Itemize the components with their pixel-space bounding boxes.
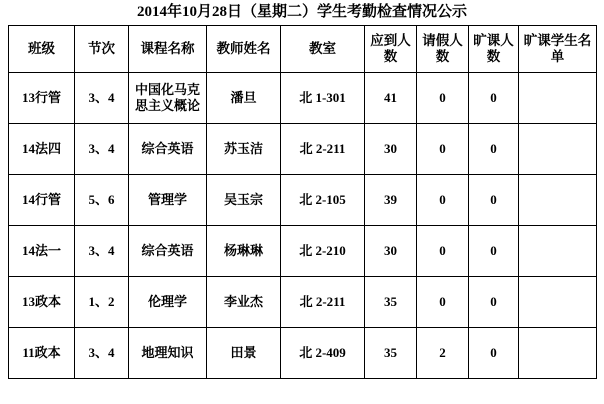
page-title: 2014年10月28日（星期二）学生考勤检查情况公示: [136, 4, 467, 20]
attendance-table: [8, 25, 597, 379]
cell-teacher: 杨琳琳: [207, 226, 281, 277]
cell-classroom: 北 2-210: [281, 226, 365, 277]
cell-period: 3、4: [75, 328, 129, 379]
cell-teacher: 李业杰: [207, 277, 281, 328]
table-header: [9, 26, 597, 73]
cell-period: 1、2: [75, 277, 129, 328]
cell-period: 3、4: [75, 124, 129, 175]
cell-expected-count: 35: [365, 277, 417, 328]
cell-leave-count: 2: [417, 328, 469, 379]
column-header-leave-count: 请假人数: [417, 26, 469, 73]
table-row: [9, 226, 597, 277]
column-header-absent-count: 旷课人数: [469, 26, 519, 73]
table-row: [9, 175, 597, 226]
column-header-classroom: 教室: [281, 26, 365, 73]
cell-classroom: 北 2-211: [281, 277, 365, 328]
cell-classroom: 北 2-211: [281, 124, 365, 175]
cell-leave-count: 0: [417, 226, 469, 277]
cell-absent-count: 0: [469, 226, 519, 277]
cell-expected-count: 39: [365, 175, 417, 226]
cell-leave-count: 0: [417, 175, 469, 226]
cell-class: 13行管: [9, 73, 75, 124]
table-body: [9, 73, 597, 379]
cell-course: 综合英语: [129, 226, 207, 277]
table-row: [9, 124, 597, 175]
cell-absent-count: 0: [469, 328, 519, 379]
cell-expected-count: 41: [365, 73, 417, 124]
cell-teacher: 田景: [207, 328, 281, 379]
cell-period: 3、4: [75, 226, 129, 277]
cell-absent-count: 0: [469, 175, 519, 226]
cell-expected-count: 30: [365, 226, 417, 277]
cell-expected-count: 35: [365, 328, 417, 379]
cell-teacher: 苏玉洁: [207, 124, 281, 175]
cell-course: 伦理学: [129, 277, 207, 328]
table-container: [0, 25, 604, 379]
cell-class: 14法四: [9, 124, 75, 175]
table-row: [9, 328, 597, 379]
cell-class: 14法一: [9, 226, 75, 277]
cell-absent-count: 0: [469, 73, 519, 124]
cell-classroom: 北 2-105: [281, 175, 365, 226]
cell-expected-count: 30: [365, 124, 417, 175]
cell-course: 中国化马克思主义概论: [129, 73, 207, 124]
cell-absent-names: [519, 328, 597, 379]
column-header-period: 节次: [75, 26, 129, 73]
column-header-course: 课程名称: [129, 26, 207, 73]
table-row: [9, 73, 597, 124]
cell-teacher: 潘旦: [207, 73, 281, 124]
cell-course: 地理知识: [129, 328, 207, 379]
cell-leave-count: 0: [417, 73, 469, 124]
column-header-teacher: 教师姓名: [207, 26, 281, 73]
cell-class: 14行管: [9, 175, 75, 226]
cell-absent-count: 0: [469, 277, 519, 328]
column-header-expected-count: 应到人数: [365, 26, 417, 73]
cell-classroom: 北 1-301: [281, 73, 365, 124]
cell-absent-count: 0: [469, 124, 519, 175]
table-header-row: [9, 26, 597, 73]
cell-teacher: 吴玉宗: [207, 175, 281, 226]
cell-absent-names: [519, 277, 597, 328]
cell-class: 11政本: [9, 328, 75, 379]
table-row: [9, 277, 597, 328]
cell-course: 综合英语: [129, 124, 207, 175]
cell-absent-names: [519, 124, 597, 175]
cell-class: 13政本: [9, 277, 75, 328]
cell-period: 5、6: [75, 175, 129, 226]
cell-course: 管理学: [129, 175, 207, 226]
cell-classroom: 北 2-409: [281, 328, 365, 379]
cell-absent-names: [519, 175, 597, 226]
column-header-absent-names: 旷课学生名单: [519, 26, 597, 73]
cell-absent-names: [519, 73, 597, 124]
cell-absent-names: [519, 226, 597, 277]
cell-leave-count: 0: [417, 124, 469, 175]
column-header-class: 班级: [9, 26, 75, 73]
cell-leave-count: 0: [417, 277, 469, 328]
cell-period: 3、4: [75, 73, 129, 124]
